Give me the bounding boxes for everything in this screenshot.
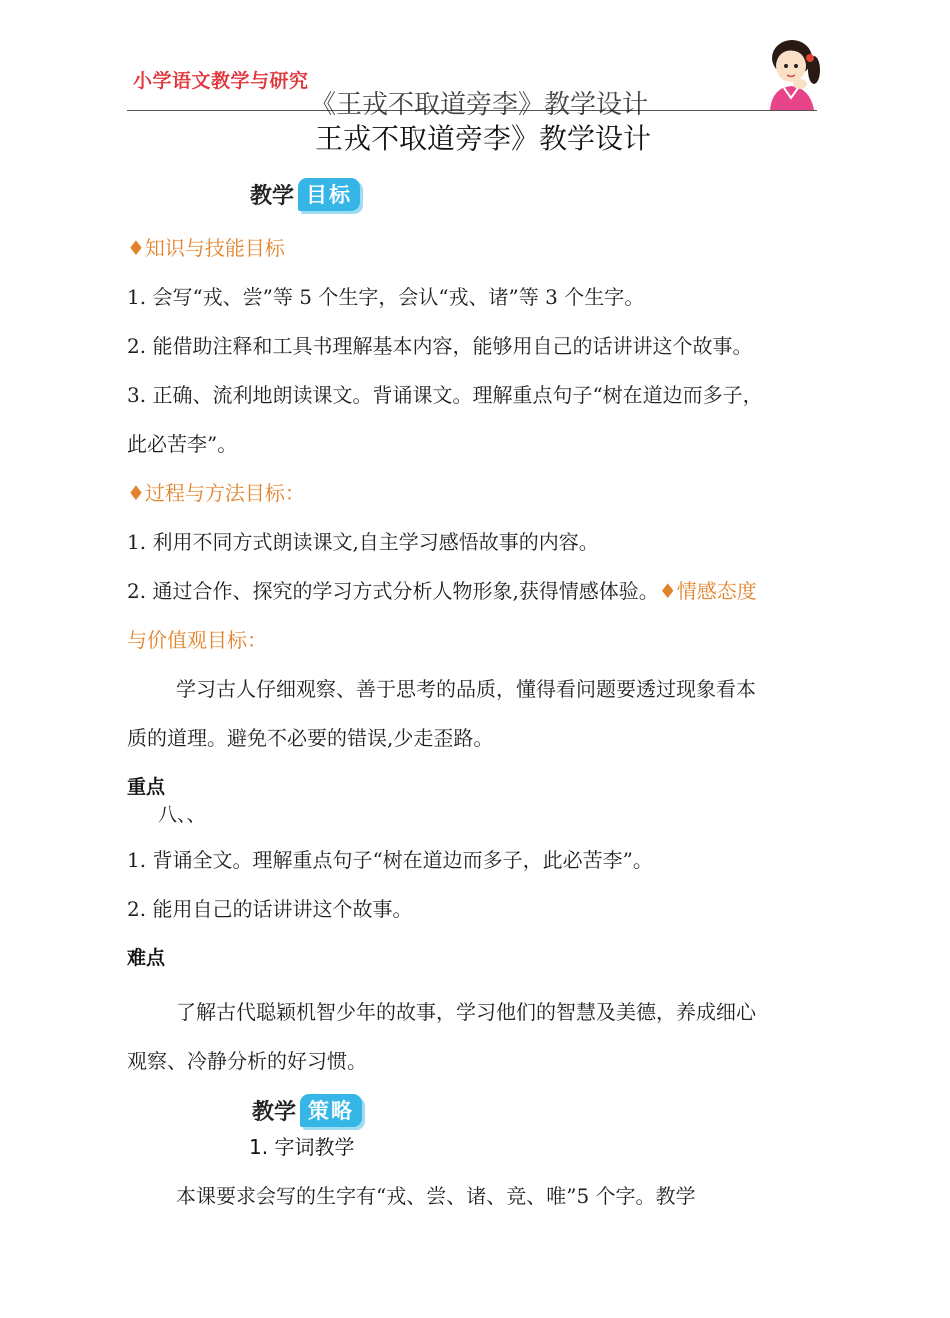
process-goals-heading: ♦过程与方法目标： (127, 481, 305, 505)
strategy-paragraph: 本课要求会写的生字有“戎、尝、诸、竞、唯”5 个字。教学 (176, 1184, 696, 1208)
badge-left-text: 教学 (252, 1099, 297, 1125)
knowledge-goal-1: 1. 会写“戎、尝”等 5 个生字，会认“戎、诸”等 3 个生字。 (127, 285, 645, 309)
vocabulary-teaching-subheading: 1. 字词教学 (249, 1135, 355, 1159)
knowledge-goal-3: 3. 正确、流利地朗读课文。背诵课文。理解重点句子“树在道边而多子， (127, 383, 763, 407)
ghost-title-fragment: 《王戎不取道旁李》教学设计 (310, 90, 649, 120)
difficulty-line-1: 了解古代聪颖机智少年的故事，学习他们的智慧及美德，养成细心 (176, 1000, 756, 1024)
emotion-goals-heading-continued: 与价值观目标： (127, 628, 267, 652)
process-goal-1: 1. 利用不同方式朗读课文,自主学习感悟故事的内容。 (127, 530, 599, 554)
emotion-goal-line-2: 质的道理。避免不必要的错误,少走歪路。 (127, 726, 494, 750)
key-point-2: 2. 能用自己的话讲讲这个故事。 (127, 897, 413, 921)
emotion-goal-line-1: 学习古人仔细观察、善于思考的品质，懂得看问题要透过现象看本 (176, 677, 756, 701)
difficulties-heading: 难点 (127, 947, 166, 969)
knowledge-goal-3-continued: 此必苦李”。 (127, 432, 238, 456)
teaching-goals-badge (250, 176, 360, 212)
girl-mascot-icon (758, 36, 828, 110)
emotion-goals-heading: ♦情感态度 (658, 579, 757, 603)
badge-left-text: 教学 (250, 183, 295, 209)
knowledge-goals-heading: ♦知识与技能目标 (127, 236, 285, 260)
brand-logo-text: 小学语文教学与研究 (133, 70, 309, 92)
knowledge-goal-2: 2. 能借助注释和工具书理解基本内容，能够用自己的话讲讲这个故事。 (127, 334, 753, 358)
page-title: 王戎不取道旁李》教学设计 (315, 122, 652, 155)
badge-right-text: 策略 (300, 1094, 362, 1127)
key-points-heading: 重点 (127, 776, 166, 798)
teaching-strategy-badge (252, 1092, 362, 1128)
process-goal-2 (127, 575, 757, 604)
process-goal-2-text: 2. 通过合作、探究的学习方式分析人物形象,获得情感体验。 (127, 579, 659, 603)
key-point-1: 1. 背诵全文。理解重点句子“树在道边而多子，此必苦李”。 (127, 848, 653, 872)
difficulty-line-2: 观察、冷静分析的好习惯。 (127, 1049, 367, 1073)
badge-right-text: 目标 (298, 178, 360, 211)
stray-marks: 八、、 (158, 804, 206, 826)
